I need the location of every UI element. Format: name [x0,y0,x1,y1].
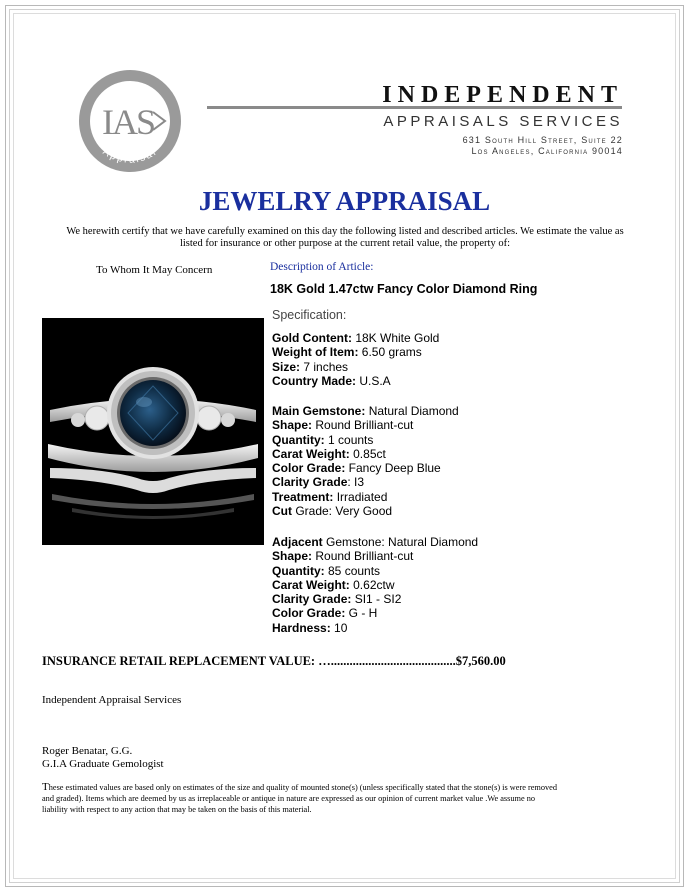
spec-value: 85 counts [324,563,381,578]
spec-label: Country Made: [272,373,356,388]
insurance-value-amount: $7,560.00 [455,654,506,668]
insurance-value-line [42,654,506,669]
spec-value: 0.62ctw [349,577,395,592]
spec-value: 18K White Gold [351,331,440,345]
spec-row [272,504,459,518]
spec-label: Adjacent [272,535,323,549]
specification-label: Specification: [272,308,347,322]
spec-value: Gemstone: Natural Diamond [322,535,479,549]
spec-label: Size: [272,359,301,374]
spec-row [272,374,439,388]
spec-value: Irradiated [333,489,388,504]
spec-label: Carat Weight: [272,577,350,592]
document-title: JEWELRY APPRAISAL [198,186,491,216]
spec-row [272,578,478,592]
spec-row [272,621,478,635]
spec-label: Hardness: [272,620,331,635]
company-name: INDEPENDENT [382,82,623,108]
spec-row [272,461,459,475]
certification-text: We herewith certify that we have carefully examined on this day the following listed and described articles. We estimate the value as listed for insurance or other purpose at the current retail value, the property of: [66,226,624,249]
spec-label: Color Grade: [272,461,346,476]
adjacent-gemstone-specification [272,535,478,635]
spec-value: 10 [330,620,348,635]
spec-row [272,592,478,606]
spec-label: Color Grade: [272,606,346,621]
signature-company: Independent Appraisal Services [42,694,182,706]
spec-row [272,606,478,620]
spec-value: Natural Diamond [365,404,459,418]
metal-specification [272,331,439,388]
spec-row [272,418,459,432]
appraiser-block [42,745,164,771]
spec-value: 6.50 grams [358,345,422,360]
logo-ring-text: Appraisal [100,146,160,166]
spec-row [272,490,459,504]
item-title: 18K Gold 1.47ctw Fancy Color Diamond Ring [270,282,538,296]
spec-row [272,360,439,374]
spec-value: 7 inches [300,359,349,374]
spec-value: SI1 - SI2 [351,592,402,607]
spec-label: Weight of Item: [272,345,359,360]
spec-label: Shape: [272,549,313,564]
disclaimer-text: hese estimated values are based only on estimates of the size and quality of mounted stone(s) (unless specifically stated that the stone(s) is were removed and graded). Items which are deemed by us as irreplaceable or antique in nature are expressed as our opinion of current market value .We assume no liability with respect to any action that may be taken on the basis of this material. [42,783,557,814]
spec-label: Quantity: [272,563,325,578]
spec-row [272,433,459,447]
spec-row [272,549,478,563]
ias-logo [77,68,183,174]
insurance-value-label: INSURANCE RETAIL REPLACEMENT VALUE: [42,654,316,668]
spec-label: Cut [272,504,292,519]
spec-label: Shape: [272,418,313,433]
spec-row [272,475,459,489]
spec-row [272,564,478,578]
spec-label: Carat Weight: [272,446,350,461]
company-address-line1: 631 South Hill Street, Suite 22 [462,135,623,145]
insurance-value-leader: …........................................ [315,654,456,668]
spec-label: Main Gemstone: [272,404,366,418]
disclaimer-initial: T [42,781,49,793]
logo-monogram: IAS [101,102,155,142]
spec-value: 1 counts [324,432,374,447]
appraiser-title: G.I.A Graduate Gemologist [42,758,164,770]
spec-row [272,447,459,461]
company-subtitle: APPRAISALS SERVICES [383,113,623,130]
recipient: To Whom It May Concern [96,264,213,276]
spec-value: G - H [345,606,378,621]
disclaimer [42,782,557,815]
spec-label: Gold Content: [272,331,352,345]
spec-value: Round Brilliant-cut [312,549,414,564]
spec-value: Grade: Very Good [292,504,393,519]
spec-label: Clarity Grade [272,475,348,490]
spec-label: Treatment: [272,489,334,504]
ring-photo [42,318,264,545]
spec-value: Fancy Deep Blue [345,461,441,476]
company-address-line2: Los Angeles, California 90014 [471,146,623,156]
spec-label: Clarity Grade: [272,592,352,607]
spec-row [272,345,439,359]
spec-row [272,404,459,418]
spec-value: : I3 [347,475,365,490]
main-gemstone-specification [272,404,459,518]
spec-row [272,331,439,345]
spec-label: Quantity: [272,432,325,447]
spec-value: Round Brilliant-cut [312,418,414,433]
spec-value: 0.85ct [349,446,386,461]
spec-value: U.S.A [356,373,391,388]
appraiser-name: Roger Benatar, G.G. [42,745,133,757]
description-label: Description of Article: [270,261,374,273]
spec-row [272,535,478,549]
